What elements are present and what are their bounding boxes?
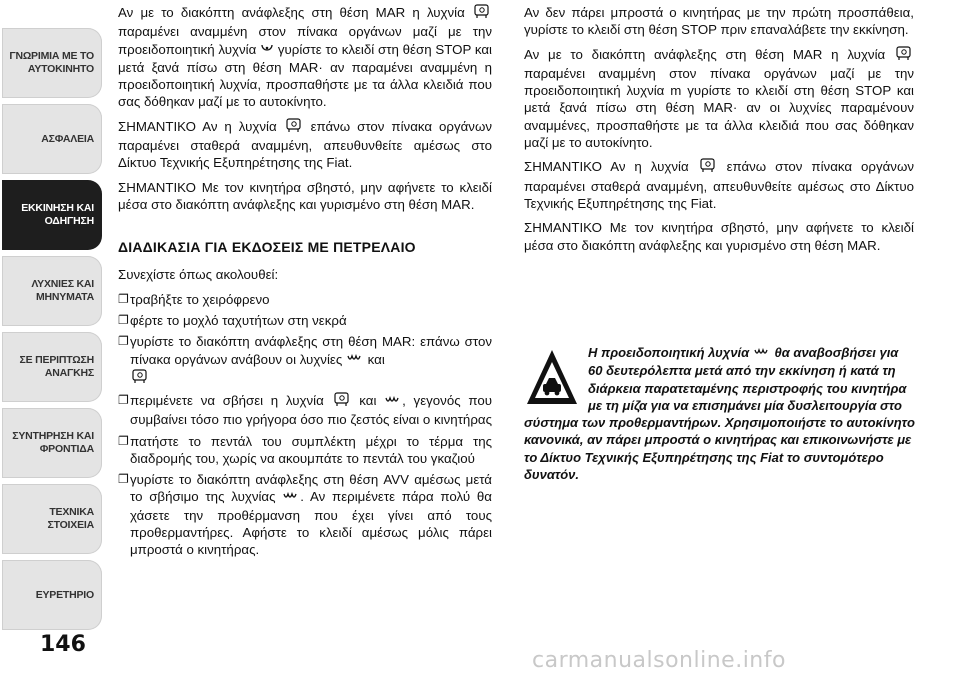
tab-warning-lights[interactable]: ΛΥΧΝΙΕΣ ΚΑΙ ΜΗΝΥΜΑΤΑ (2, 256, 102, 326)
list-item: ❐ τραβήξτε το χειρόφρενο (118, 291, 270, 307)
paragraph: Αν με το διακόπτη ανάφλεξης στη θέση MAR η λυχνία παραμένει αναμμένη στον πίνακα οργάνων μαζί με την προειδοποιητική λυχνία γυρίστε το κλειδί στη θέση STOP και μετά ξανά πίσω στη θέση MAR· αν παραμένει αναμμένη η προειδοποιητική λυχνία, προσπαθήστε με τα άλλα κλειδιά που σας δόθηκαν μαζί με το αυτοκίνητο. (118, 5, 493, 110)
tab-maintenance[interactable]: ΣΥΝΤΗΡΗΣΗ ΚΑΙ ΦΡΟΝΤΙΔΑ (2, 408, 102, 478)
section-heading: ΔΙΑΔΙΚΑΣΙΑ ΓΙΑ ΕΚΔΟΣΕΙΣ ΜΕ ΠΕΤΡΕΛΑΙΟ (118, 239, 416, 256)
checkbox-bullet-icon: ❐ (118, 393, 129, 407)
paragraph: ΣΗΜΑΝΤΙΚΟ Με τον κινητήρα σβηστό, μην αφήνετε το κλειδί μέσα στο διακόπτη ανάφλεξης και γυρισμένο στη θέση MAR. (118, 179, 492, 212)
list-item: ❐ πατήστε το πεντάλ του συμπλέκτη μέχρι το τέρμα της διαδρομής του, χωρίς να ακουμπάτε το πεντάλ του γκαζιού (118, 433, 492, 466)
engine-warning-icon (260, 41, 274, 58)
warning-triangle-icon (524, 346, 580, 410)
list-item: ❐ περιμένετε να σβήσει η λυχνία και , γεγονός που συμβαίνει τόσο πιο γρήγορα όσο πιο ζεστός είναι ο κινητήρας (118, 393, 493, 428)
immobilizer-key-icon (698, 158, 718, 177)
tab-technical-data[interactable]: ΤΕΧΝΙΚΑ ΣΤΟΙΧΕΙΑ (2, 484, 102, 554)
glow-plug-icon (753, 345, 771, 362)
glow-plug-icon (346, 351, 364, 368)
chapter-sidebar (0, 0, 104, 640)
glow-plug-icon (384, 393, 402, 410)
intro-text: Συνεχίστε όπως ακολουθεί: (118, 267, 279, 283)
tab-index[interactable]: ΕΥΡΕΤΗΡΙΟ (2, 560, 102, 630)
immobilizer-key-icon (284, 118, 304, 137)
page-number: 146 (40, 632, 86, 657)
immobilizer-key-icon (894, 46, 914, 65)
checkbox-bullet-icon: ❐ (118, 433, 129, 448)
right-column (524, 4, 914, 261)
list-item: ❐ γυρίστε το διακόπτη ανάφλεξης στη θέση MAR: επάνω στον πίνακα οργάνων ανάβουν οι λυχνίες και (118, 333, 492, 388)
immobilizer-key-icon (130, 369, 150, 388)
list-item: ❐ φέρτε το μοχλό ταχυτήτων στη νεκρά (118, 312, 347, 328)
paragraph: ΣΗΜΑΝΤΙΚΟ Αν η λυχνία επάνω στον πίνακα οργάνων παραμένει σταθερά αναμμένη, απευθυνθείτε αμέσως στο Δίκτυο Τεχνικής Εξυπηρέτησης της Fiat. (524, 159, 914, 211)
paragraph: Αν με το διακόπτη ανάφλεξης στη θέση MAR η λυχνία παραμένει αναμμένη στον πίνακα οργάνων μαζί με την προειδοποιητική λυχνία m γυρίστε το κλειδί στη θέση STOP και μετά ξανά πίσω στη θέση MAR· αν οι λυχνίες παραμένουν αναμμένες, προσπαθήστε με τα άλλα κλειδιά που σας δόθηκαν μαζί με το αυτοκίνητο. (524, 46, 914, 151)
tab-starting-driving[interactable]: ΕΚΚΙΝΗΣΗ ΚΑΙ ΟΔΗΓΗΣΗ (2, 180, 102, 250)
checkbox-bullet-icon: ❐ (118, 472, 129, 487)
tab-emergency[interactable]: ΣΕ ΠΕΡΙΠΤΩΣΗ ΑΝΑΓΚΗΣ (2, 332, 102, 402)
immobilizer-key-icon (332, 392, 352, 411)
warning-box: Η προειδοποιητική λυχνία θα αναβοσβήσει για 60 δευτερόλεπτα μετά από την εκκίνηση ή κατά τη διάρκεια παρατεταμένης περιστροφής του κινητήρα με τη μίζα για να επισημάνει μία δυσλειτουργία στο σύστημα των προθερμαντήρων. Χρησιμοποιήστε το αυτοκίνητο κανονικά, αν πάρει μπροστά ο κινητήρας και επικοινωνήστε με το Δίκτυο Τεχνικής Εξυπηρέτησης της Fiat το συντομότερο δυνατόν. (524, 345, 915, 482)
immobilizer-key-icon (472, 4, 492, 23)
tab-getting-to-know[interactable]: ΓΝΩΡΙΜΙΑ ΜΕ ΤΟ ΑΥΤΟΚΙΝΗΤΟ (2, 28, 102, 98)
glow-plug-icon (282, 489, 300, 506)
paragraph: Αν δεν πάρει μπροστά ο κινητήρας με την πρώτη προσπάθεια, γυρίστε το κλειδί στη θέση STOP πριν επαναλάβετε την εκκίνηση. (524, 5, 914, 38)
list-item: ❐ γυρίστε το διακόπτη ανάφλεξης στη θέση AVV αμέσως μετά το σβήσιμο της λυχνίας . Αν περιμένετε πάρα πολύ θα χάσετε την προθέρμανση που έχει γίνει από τους προθερμαντήρες. Αφήστε το κλειδί αμέσως μόλις πάρει μπροστά ο κινητήρας. (118, 472, 492, 558)
paragraph: ΣΗΜΑΝΤΙΚΟ Με τον κινητήρα σβηστό, μην αφήνετε το κλειδί μέσα στο διακόπτη ανάφλεξης και γυρισμένο στη θέση MAR. (524, 220, 914, 253)
checkbox-bullet-icon: ❐ (118, 334, 129, 349)
paragraph: ΣΗΜΑΝΤΙΚΟ Αν η λυχνία επάνω στον πίνακα οργάνων παραμένει σταθερά αναμμένη, απευθυνθείτε αμέσως στο Δίκτυο Τεχνικής Εξυπηρέτησης της Fiat. (118, 118, 492, 171)
left-column (118, 4, 492, 563)
tab-safety[interactable]: ΑΣΦΑΛΕΙΑ (2, 104, 102, 174)
checkbox-bullet-icon: ❐ (118, 291, 129, 306)
checkbox-bullet-icon: ❐ (118, 312, 129, 327)
watermark: carmanualsonline.info (532, 648, 786, 673)
